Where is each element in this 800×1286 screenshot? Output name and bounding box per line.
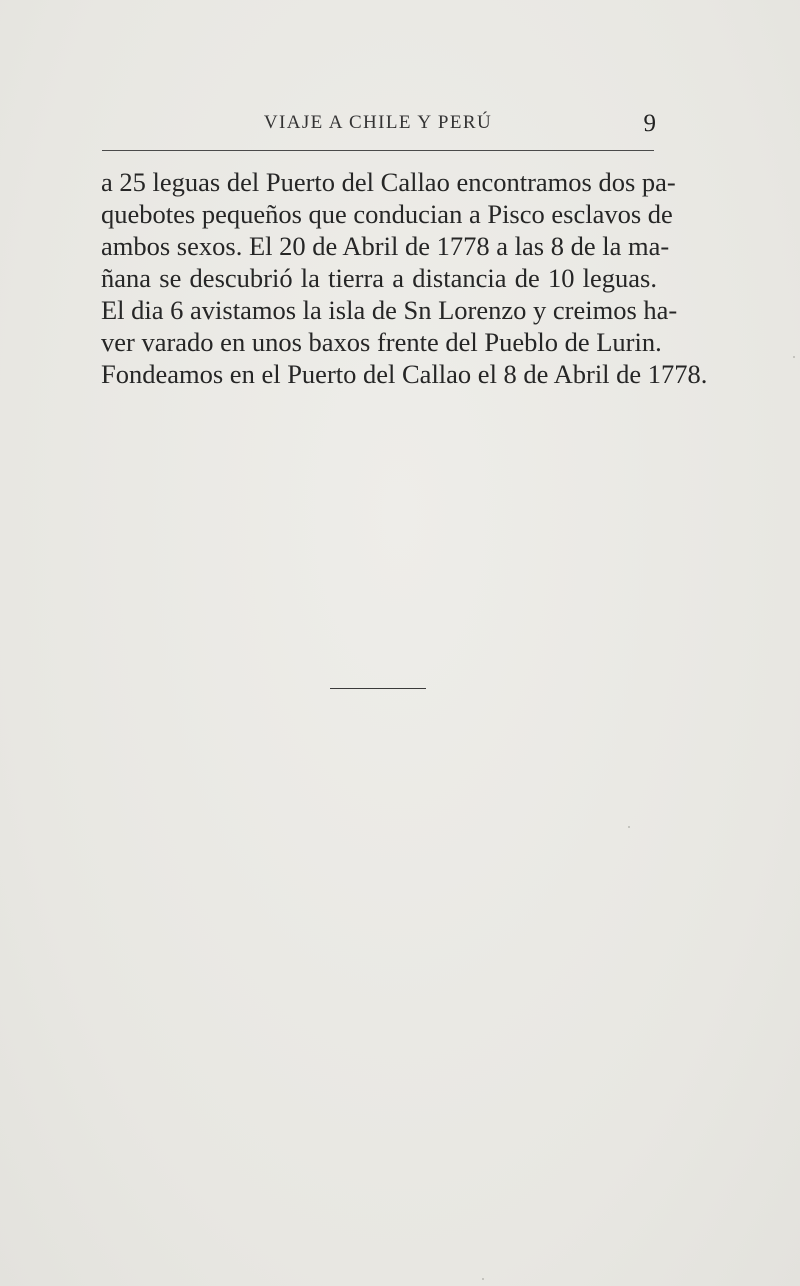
- text-line: a 25 leguas del Puerto del Callao encontramos dos pa-: [101, 167, 676, 197]
- running-header: [100, 112, 656, 142]
- page-number: 9: [643, 110, 656, 137]
- paper-speck: [482, 1278, 484, 1280]
- text-line: quebotes pequeños que conducian a Pisco esclavos de: [101, 199, 673, 229]
- text-line: ver varado en unos baxos frente del Pueblo de Lurin.: [101, 327, 662, 357]
- header-rule: [102, 150, 654, 151]
- running-title: VIAJE A CHILE Y PERÚ: [263, 112, 493, 133]
- paper-speck: [793, 356, 795, 358]
- paper-speck: [628, 826, 630, 828]
- text-line: Fondeamos en el Puerto del Callao el 8 de Abril de 1778.: [101, 359, 708, 389]
- text-line: ñana se descubrió la tierra a distancia de 10 leguas.: [101, 263, 657, 293]
- section-end-rule: [330, 688, 426, 689]
- text-line: El dia 6 avistamos la isla de Sn Lorenzo y creimos ha-: [101, 295, 678, 325]
- body-paragraph: [101, 166, 708, 390]
- text-line: ambos sexos. El 20 de Abril de 1778 a las 8 de la ma-: [101, 231, 670, 261]
